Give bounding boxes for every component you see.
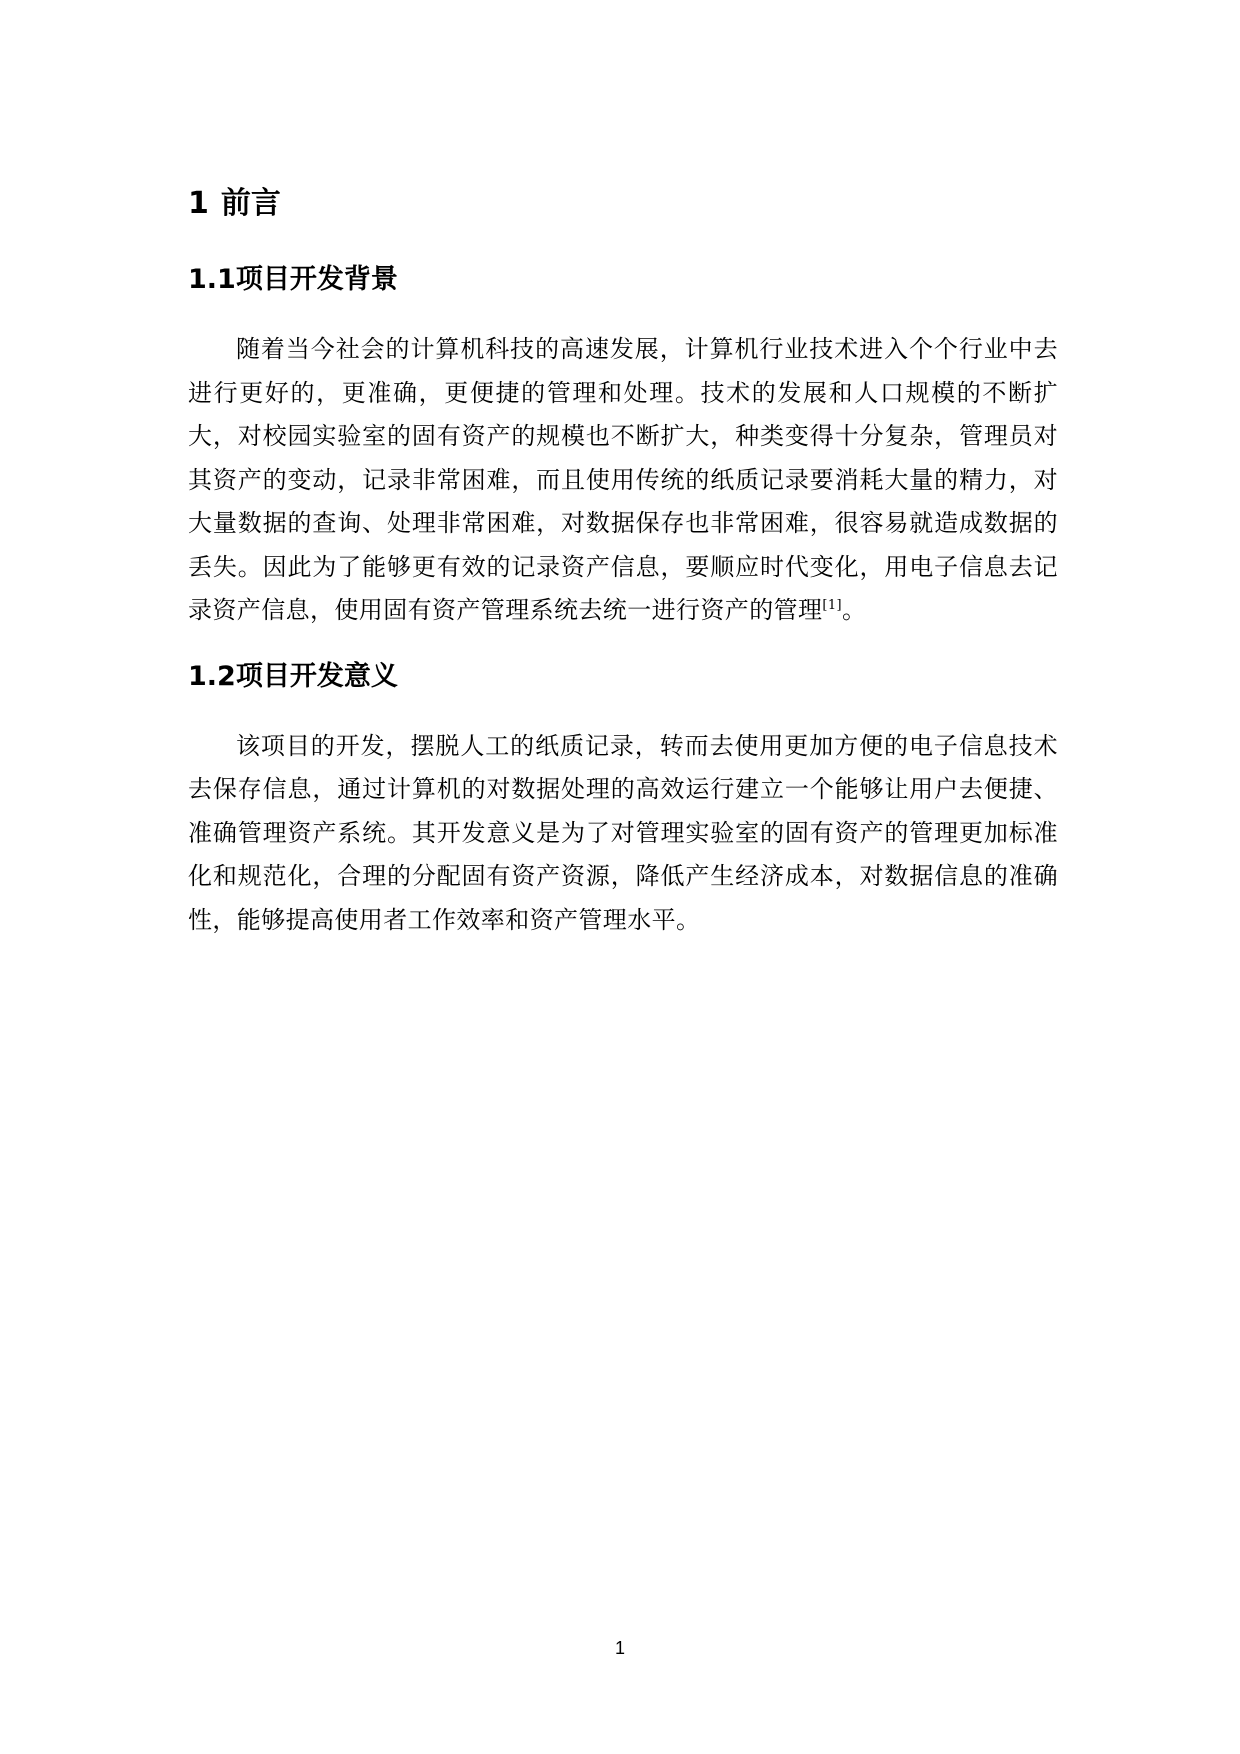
chapter-number: 1: [188, 186, 209, 221]
page-content: [188, 178, 1058, 942]
chapter-title: [188, 178, 1058, 230]
section-heading-background: 1.1项目开发背景: [188, 264, 398, 295]
paragraph-end-punctuation: 。: [842, 596, 867, 624]
chapter-title-text: 前言: [220, 186, 281, 221]
section-heading-significance: 1.2项目开发意义: [188, 660, 398, 692]
section-paragraph-significance: [188, 725, 1058, 943]
section-paragraph-background: [188, 328, 1058, 633]
paragraph-text: 该项目的开发，摆脱人工的纸质记录，转而去使用更加方便的电子信息技术去保存信息，通过计算机的对数据处理的高效运行建立一个能够让用户去便捷、准确管理资产系统。其开发意义是为了对管理实验室的固有资产的管理更加标准化和规范化，合理的分配固有资产资源，降低产生经济成本，对数据信息的准确性，能够提高使用者工作效率和资产管理水平。: [188, 731, 1058, 934]
citation-reference[interactable]: [1]: [822, 598, 843, 613]
page-number: 1: [614, 1638, 625, 1658]
paragraph-text: 随着当今社会的计算机科技的高速发展，计算机行业技术进入个个行业中去进行更好的，更准确，更便捷的管理和处理。技术的发展和人口规模的不断扩大，对校园实验室的固有资产的规模也不断扩大，种类变得十分复杂，管理员对其资产的变动，记录非常困难，而且使用传统的纸质记录要消耗大量的精力，对大量数据的查询、处理非常困难，对数据保存也非常困难，很容易就造成数据的丢失。因此为了能够更有效的记录资产信息，要顺应时代变化，用电子信息去记录资产信息，使用固有资产管理系统去统一进行资产的管理: [188, 335, 1058, 624]
